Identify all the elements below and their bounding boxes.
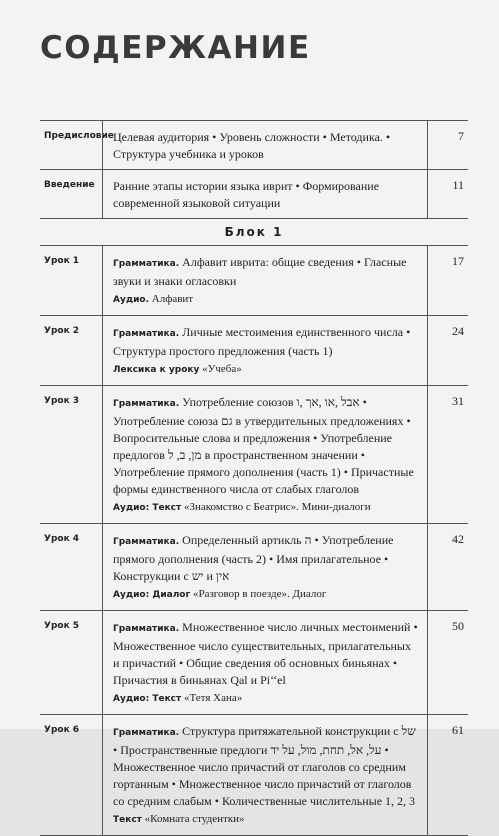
extra-text: «Тетя Хана» [183,692,243,704]
toc-row-lesson [40,523,468,610]
row-label: Урок 2 [44,326,80,336]
page-number: 7 [458,129,464,143]
page-title: СОДЕРЖАНИЕ [40,30,311,66]
grammar-label: Грамматика. [113,259,180,269]
lesson-text: Множественное число личных местоимений • Множественное число существительных, прилагательных и причастий • Общие сведения об основных биньянах • Причастия в биньянах Qal и Pi‘‘el [113,620,418,687]
lesson-extra [113,586,419,604]
row-label: Урок 5 [44,621,80,631]
extra-label: Текст [113,815,142,825]
page-number: 31 [452,394,464,408]
toc-row-lesson [40,315,468,385]
lesson-extra [113,291,419,309]
row-label: Предисловие [44,131,114,141]
row-content [102,715,428,835]
row-content: Ранние этапы истории языка иврит • Формирование современной языковой ситуации [102,170,428,218]
toc-row-preface [40,120,468,169]
row-content [102,246,428,315]
lesson-extra [113,811,419,829]
extra-text: «Знакомство с Беатрис». Мини-диалоги [183,501,371,513]
extra-text: «Учеба» [202,363,242,375]
extra-text: «Комната студентки» [144,813,245,825]
row-label: Урок 4 [44,534,80,544]
lesson-text: Употребление союзов אבל ,או ,אך ,ו • Употребление союза גם в утвердительных предложениях • Вопросительные слова и предложения • Употребление предлогов מן, ב, ל в пространственном значении • Употребление прямого дополнения (часть 1) • Причастные формы единственного числа от слабых глаголов [113,395,414,496]
extra-label: Аудио: Диалог [113,590,191,600]
grammar-label: Грамматика. [113,728,180,738]
page-number: 17 [452,254,464,268]
row-content: Целевая аудитория • Уровень сложности • Методика. • Структура учебника и уроков [102,121,428,169]
page-number: 11 [452,178,464,192]
lesson-extra [113,499,419,517]
extra-text: «Разговор в поезде». Диалог [192,588,327,600]
extra-label: Аудио. [113,295,150,305]
row-content [102,316,428,385]
lesson-text: Алфавит иврита: общие сведения • Гласные звуки и знаки огласовки [113,255,407,288]
toc-row-intro [40,169,468,218]
row-content [102,611,428,714]
page-number: 61 [452,723,464,737]
page-number: 50 [452,619,464,633]
extra-label: Аудио: Текст [113,694,182,704]
lesson-extra [113,361,419,379]
row-label: Урок 3 [44,396,80,406]
lesson-extra [113,690,419,708]
grammar-label: Грамматика. [113,329,180,339]
row-content [102,386,428,523]
extra-label: Аудио: Текст [113,503,182,513]
lesson-text: Структура притяжательной конструкции с של • Пространственные предлоги על, אל, תחת, מול, על יד • Множественное число причастий от глаголов со средним гортанным • Множественное число причастий от глаголов со средним слабым • Количественные числительные 1, 2, 3 [113,724,416,808]
row-label: Введение [44,180,95,190]
toc-row-lesson [40,714,468,836]
page-number: 42 [452,532,464,546]
block-title: Блок 1 [40,218,468,245]
extra-text: Алфавит [151,293,194,305]
toc-row-lesson [40,245,468,315]
lesson-text: Личные местоимения единственного числа • Структура простого предложения (часть 1) [113,325,411,358]
grammar-label: Грамматика. [113,399,180,409]
row-label: Урок 6 [44,725,80,735]
page-number: 24 [452,324,464,338]
grammar-label: Грамматика. [113,537,180,547]
lesson-text: Определенный артикль ה • Употребление прямого дополнения (часть 2) • Имя прилагательное • Конструкции с יש и אין [113,533,394,583]
grammar-label: Грамматика. [113,624,180,634]
toc-row-lesson [40,385,468,523]
toc-row-lesson [40,610,468,714]
row-label: Урок 1 [44,256,80,266]
row-content [102,524,428,610]
extra-label: Лексика к уроку [113,365,200,375]
